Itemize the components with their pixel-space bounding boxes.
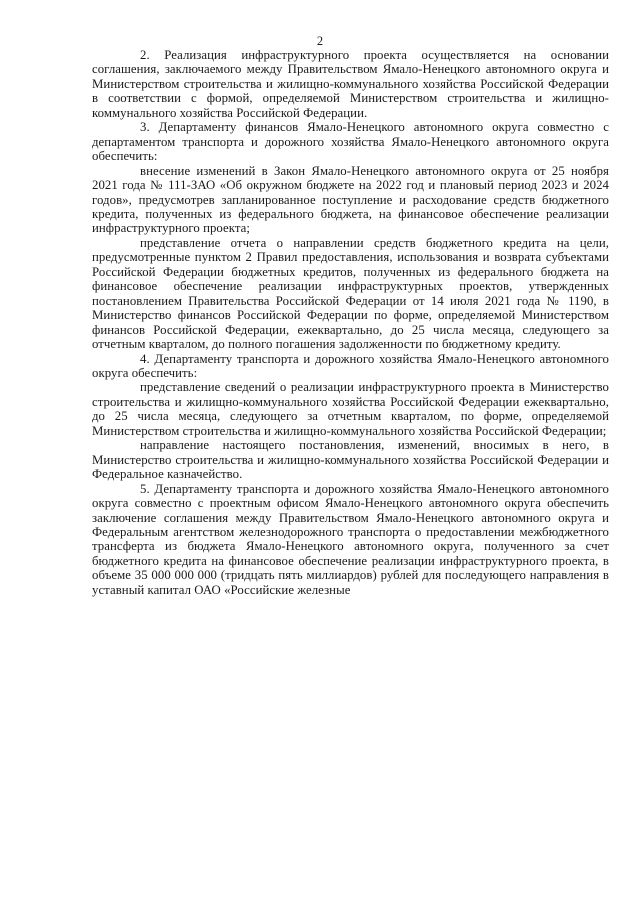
paragraph-law-amendment: внесение изменений в Закон Ямало-Ненецкого автономного округа от 25 ноября 2021 года № 111-ЗАО «Об окружном бюджете на 2022 год и плановый период 2023 и 2024 годов», предусмотрев запланированное поступление и расходование средств бюджетного кредита, полученных из федерального бюджета, на финансовое обеспечение реализации инфраструктурного проекта; bbox=[92, 163, 609, 236]
paragraph-resolution-delivery: направление настоящего постановления, изменений, вносимых в него, в Министерство строительства и жилищно-коммунального хозяйства Российской Федерации и Федеральное казначейство. bbox=[92, 438, 609, 482]
paragraph-project-info: представление сведений о реализации инфраструктурного проекта в Министерство строительства и жилищно-коммунального хозяйства Российской Федерации ежеквартально, до 25 числа месяца, следующего за отчетным кварталом, по форме, определяемой Министерством строительства и жилищно-коммунального хозяйства Российской Федерации; bbox=[92, 380, 609, 438]
paragraph-item-5: 5. Департаменту транспорта и дорожного хозяйства Ямало-Ненецкого автономного округа совместно с проектным офисом Ямало-Ненецкого автономного округа обеспечить заключение соглашения между Правительством Ямало-Ненецкого автономного округа и Федеральным агентством железнодорожного транспорта о предоставлении межбюджетного трансферта из бюджета Ямало-Ненецкого автономного округа, полученного за счет бюджетного кредита на финансовое обеспечение реализации инфраструктурного проекта, в объеме 35 000 000 000 (тридцать пять миллиардов) рублей для последующего направления в уставный капитал ОАО «Российские железные bbox=[92, 481, 609, 597]
paragraph-item-2: 2. Реализация инфраструктурного проекта осуществляется на основании соглашения, заключаемого между Правительством Ямало-Ненецкого автономного округа и Министерством строительства и жилищно-коммунального хозяйства Российской Федерации в соответствии с формой, определяемой Министерством строительства и жилищно-коммунального хозяйства Российской Федерации. bbox=[92, 48, 609, 120]
document-body bbox=[92, 48, 609, 597]
page-number: 2 bbox=[316, 34, 324, 48]
paragraph-item-4: 4. Департаменту транспорта и дорожного хозяйства Ямало-Ненецкого автономного округа обеспечить: bbox=[92, 351, 609, 380]
paragraph-item-3: 3. Департаменту финансов Ямало-Ненецкого автономного округа совместно с департаментом транспорта и дорожного хозяйства Ямало-Ненецкого автономного округа обеспечить: bbox=[92, 120, 609, 164]
paragraph-report-submission: представление отчета о направлении средств бюджетного кредита на цели, предусмотренные пунктом 2 Правил предоставления, использования и возврата субъектами Российской Федерации бюджетных кредитов, полученных из федерального бюджета на финансовое обеспечение реализации инфраструктурных проектов, утвержденных постановлением Правительства Российской Федерации от 14 июля 2021 года № 1190, в Министерство финансов Российской Федерации по форме, определяемой Министерством финансов Российской Федерации, ежеквартально, до 25 числа месяца, следующего за отчетным кварталом, до полного погашения задолженности по бюджетному кредиту. bbox=[92, 235, 609, 352]
